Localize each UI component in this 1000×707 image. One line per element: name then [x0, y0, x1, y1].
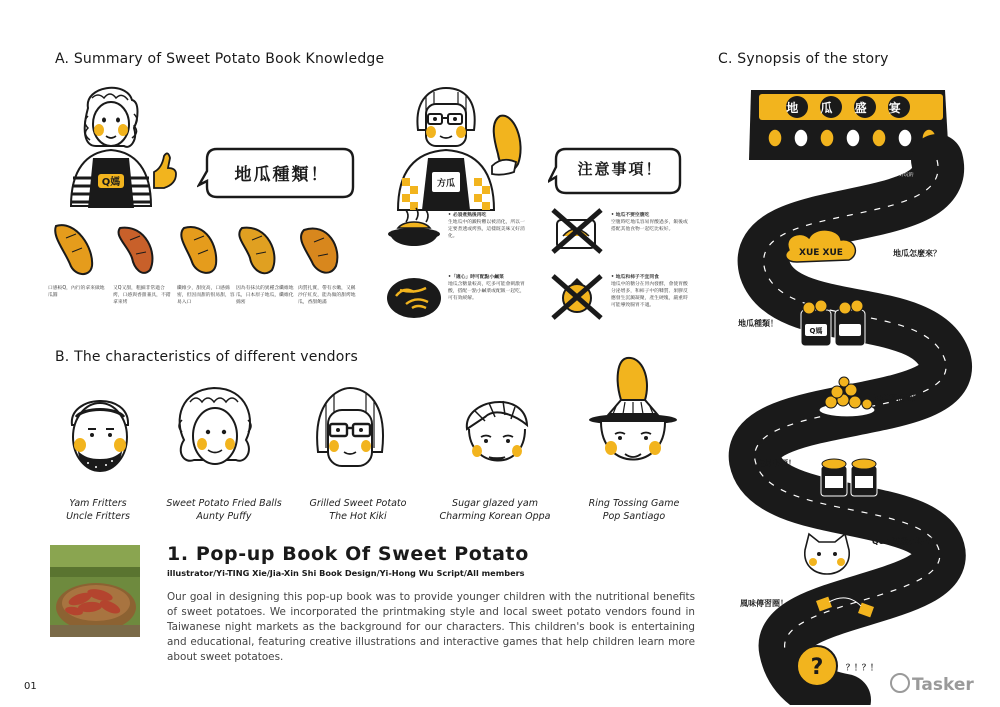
- potato-5-icon: [301, 229, 337, 273]
- tip-1: [448, 212, 528, 240]
- vendor-pop-santiago-portrait: [583, 356, 683, 486]
- synopsis-intro: 今天是一年一度的「地瓜盛宴」即將要開始，所有人都在準備，來看看今年的活動「地瓜嘉年」，有很多好玩的遊戲，一起去看看吧！(Let's Go!): [796, 165, 914, 185]
- tip-4-heading: • 地瓜和柿子不宜同食: [611, 275, 659, 280]
- vendor-name-1: Uncle Fritters: [66, 511, 130, 522]
- sweet-potato-row: [46, 214, 366, 284]
- tip-1-body: 生地瓜中的澱粉難以被消化，所以一定要煮透或烤熟，這樣既美味又好消化。: [448, 220, 525, 239]
- vendor-food-3: Grilled Sweet Potato: [309, 498, 407, 509]
- vendor-label-4: [420, 497, 570, 523]
- vendor-woman-illustration: [384, 82, 544, 212]
- vendor-name-3: The Hot Kiki: [329, 511, 387, 522]
- tip-2-body: 空腹時吃地瓜容易胃酸過多，飯後或搭配其他食物一起吃比較好。: [611, 220, 688, 232]
- stall-sign-text: 地 瓜 盛 宴: [786, 101, 910, 115]
- vendor-food-1: Yam Fritters: [69, 498, 127, 509]
- section-b-title: B. The characteristics of different vendors: [55, 349, 358, 365]
- apron-logo: Q媽: [101, 177, 121, 188]
- question-mark-text: ?: [810, 655, 824, 680]
- potato-desc-2: 又Q又甜，粗細非常適合烤，口感與香甜兼具，不錯拿來烤: [113, 286, 171, 305]
- potato-2-icon: [119, 228, 153, 273]
- vendor-label-2: [149, 497, 299, 523]
- tip-1-heading: • 必須煮熟後再吃: [448, 213, 487, 218]
- tip-3-heading: •「適心」時可配點小鹹菜: [448, 275, 504, 280]
- no-empty-stomach-icon: [549, 206, 605, 256]
- road-stop-4: 注意事項！: [756, 459, 796, 468]
- tip-3-body: 地瓜含糖量較高，吃多可能會刺激胃酸，搭配一點小鹹菜或配飯一起吃，可有效緩解。: [448, 282, 525, 301]
- pickles-plate-icon: [384, 270, 444, 322]
- apron-logo-2: 方瓜: [436, 179, 456, 189]
- vendor-uncle-fritters-portrait: [60, 385, 140, 485]
- book-credits: illustrator/Yi-TING Xie/Jia-Xin Shi Book Design/Yi-Hong Wu Script/All members: [167, 568, 525, 578]
- tip-3: [448, 274, 528, 302]
- tip-2-heading: • 地瓜不要空腹吃: [611, 213, 650, 218]
- vendor-name-4: Charming Korean Oppa: [439, 511, 551, 522]
- section-a-title: A. Summary of Sweet Potato Book Knowledge: [55, 51, 385, 67]
- potato-desc-1: 口感較Q，內行的拿來做地瓜圓: [48, 286, 105, 298]
- bowl-icon: [384, 206, 444, 256]
- tip-4: [611, 274, 691, 309]
- road-stop-7: ？！？！: [846, 663, 878, 672]
- page-number: 01: [24, 681, 37, 692]
- potato-3-icon: [181, 227, 216, 273]
- tip-4-body: 地瓜中的糖分在胃內發酵，會使胃酸分泌增多，和柿子中的鞣質、果膠反應發生沉澱凝聚，產生硬塊，嚴重時可能導致腸胃不適。: [611, 282, 688, 308]
- bubble-notice-text: 注意事項！: [577, 160, 663, 178]
- road-stop-5: Q&A遊戲小時間？: [872, 537, 940, 546]
- mother-illustration: [46, 80, 186, 210]
- brand-name: Tasker: [912, 675, 974, 695]
- vendor-label-5: [559, 497, 709, 523]
- road-stop-6: 風味傳習圈！: [740, 599, 788, 608]
- road-stop-1: 地瓜怎麼來？: [893, 249, 941, 258]
- potato-desc-4: 因為有抹汰的異種含纖維地瓜，日本原子地瓜，纖維化綿密: [236, 286, 294, 305]
- vendor-korean-oppa-portrait: [455, 385, 539, 485]
- book-title: 1. Pop-up Book Of Sweet Potato: [167, 543, 529, 565]
- vendor-hot-kiki-portrait: [308, 382, 392, 482]
- vendor-food-2: Sweet Potato Fried Balls: [166, 498, 282, 509]
- no-persimmon-icon: [549, 270, 605, 322]
- cloud-text: XUE XUE: [799, 248, 843, 258]
- potato-1-icon: [55, 225, 92, 274]
- road-stop-2: 地瓜種類！: [738, 319, 778, 328]
- road-stop-3: 地瓜製備過？: [873, 394, 921, 403]
- vendor-label-3: [283, 497, 433, 523]
- sweet-potato-photo: [50, 545, 140, 637]
- vendor-food-5: Ring Tossing Game: [588, 498, 680, 509]
- vendor-food-4: Sugar glazed yam: [452, 498, 538, 509]
- book-description: Our goal in designing this pop-up book was to provide younger children with the nutritional benefits of sweet potatoes. We incorporated the printmaking style and local sweet potato vendors found in Taiwanese night markets as the background for our characters. This children's book is entertaining and educational, featuring creative illustrations and interactive games that help children learn more about sweet potatoes.: [167, 591, 695, 663]
- potato-desc-3: 纖維少，甜度高，口感綿密，但因而甜的很易甜，容易入口: [177, 286, 235, 305]
- vendor-name-2: Aunty Puffy: [196, 511, 252, 522]
- bubble-types-text: 地瓜種類！: [234, 165, 330, 185]
- section-c-title: C. Synopsis of the story: [718, 51, 889, 67]
- brand-watermark: [890, 673, 974, 695]
- vendor-aunty-puffy-portrait: [170, 380, 260, 485]
- potato-desc-5: 肉質扎實，帶有水嫩，又稱沙仔紅皮，能為做的甜烤地瓜，香甜飽滿: [298, 286, 356, 305]
- vendor-name-5: Pop Santiago: [602, 511, 666, 522]
- brand-logo-icon: [890, 673, 910, 693]
- tip-2: [611, 212, 691, 233]
- road-box-mark: Q媽: [809, 327, 823, 335]
- potato-4-icon: [239, 228, 274, 274]
